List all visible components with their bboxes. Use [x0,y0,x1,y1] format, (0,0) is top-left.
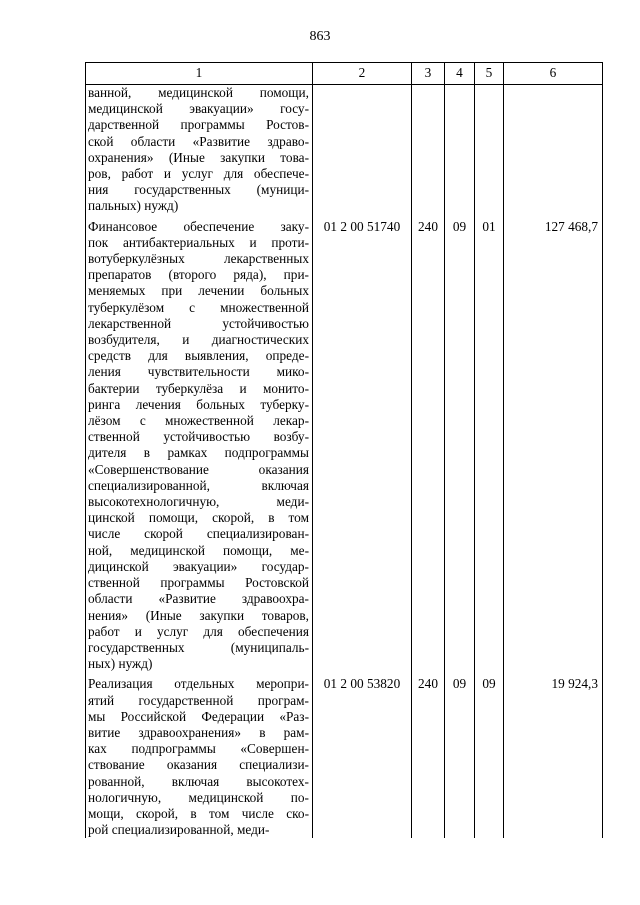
text-line: возбудителя, и диагностических [88,332,309,348]
row-amount-cell [504,85,603,215]
text-line: ственной устойчивостью возбу- [88,429,309,445]
text-line: вотуберкулёзных лекарственных [88,251,309,267]
text-line: пок антибактериальных и проти- [88,234,309,250]
row-rz-cell [445,85,475,215]
row-name-cell [86,85,313,215]
row-code-cell: 01 2 00 51740 [313,215,412,673]
text-line: ной, медицинской помощи, ме- [88,542,309,558]
text-line: специализированной, включая [88,477,309,493]
text-line: лекарственной устойчивостью [88,315,309,331]
row-pr-cell [475,85,504,215]
row-amount-cell: 127 468,7 [504,215,603,673]
column-header-code: 2 [313,63,412,85]
row-pr-cell: 09 [475,672,504,838]
row-amount-cell: 19 924,3 [504,672,603,838]
text-line: ках подпрограммы «Совершен- [88,741,309,757]
row-code-cell [313,85,412,215]
text-line: средств для выявления, опреде- [88,348,309,364]
text-line: высокотехнологичную, меди- [88,494,309,510]
column-header-amount: 6 [504,63,603,85]
text-line: рованной, включая высокотех- [88,773,309,789]
column-header-name: 1 [86,63,313,85]
text-line: меняемых при лечении больных [88,283,309,299]
budget-table [85,62,603,838]
text-line: рой специализированной, меди- [88,822,270,838]
text-line: дицинской эвакуации» государ- [88,558,309,574]
text-line: охранения» (Иные закупки това- [88,149,309,165]
text-line: ных) нужд) [88,656,153,672]
text-line: Финансовое обеспечение заку- [88,218,309,234]
text-line: ринга лечения больных туберку- [88,396,309,412]
text-line: пальных) нужд) [88,198,179,214]
column-header-pr: 5 [475,63,504,85]
text-line: работ и услуг для обеспечения [88,623,309,639]
text-line: ния государственных (муници- [88,182,309,198]
text-line: ствование оказания специализи- [88,757,309,773]
text-line: мощи, скорой, в том числе ско- [88,805,309,821]
table-body [86,85,603,839]
text-line: витие здравоохранения» в рам- [88,724,309,740]
text-line: бактерии туберкулёза и монито- [88,380,309,396]
table-row [86,215,603,673]
text-line: туберкулёзом с множественной [88,299,309,315]
column-header-rz: 4 [445,63,475,85]
header-row [86,63,603,85]
row-rz-cell: 09 [445,672,475,838]
text-line: препаратов (второго ряда), при- [88,267,309,283]
row-vr-cell: 240 [412,672,445,838]
page-number: 863 [309,29,331,44]
text-line: ров, работ и услуг для обеспече- [88,166,309,182]
text-line: ления чувствительности мико- [88,364,309,380]
text-line: области «Развитие здравоохра- [88,591,309,607]
text-line: нения» (Иные закупки товаров, [88,607,309,623]
row-name-cell [86,215,313,673]
text-line: нологичную, медицинской по- [88,789,309,805]
text-line: дителя в рамках подпрограммы [88,445,309,461]
row-name-cell [86,672,313,838]
text-line: «Совершенствование оказания [88,461,309,477]
table-row [86,85,603,215]
table-row [86,672,603,838]
row-rz-cell: 09 [445,215,475,673]
row-vr-cell: 240 [412,215,445,673]
text-line: лёзом с множественной лекар- [88,413,309,429]
text-line: дарственной программы Ростов- [88,117,309,133]
text-line: медицинской эвакуации» госу- [88,101,309,117]
text-line: ственной программы Ростовской [88,575,309,591]
text-line: ской области «Развитие здраво- [88,133,309,149]
text-line: числе скорой специализирован- [88,526,309,542]
text-line: Реализация отдельных меропри- [88,676,309,692]
row-vr-cell [412,85,445,215]
text-line: государственных (муниципаль- [88,639,309,655]
text-line: ванной, медицинской помощи, [88,85,309,100]
text-line: цинской помощи, скорой, в том [88,510,309,526]
row-pr-cell: 01 [475,215,504,673]
column-header-vr: 3 [412,63,445,85]
text-line: мы Российской Федерации «Раз- [88,708,309,724]
row-code-cell: 01 2 00 53820 [313,672,412,838]
text-line: ятий государственной програм- [88,692,309,708]
